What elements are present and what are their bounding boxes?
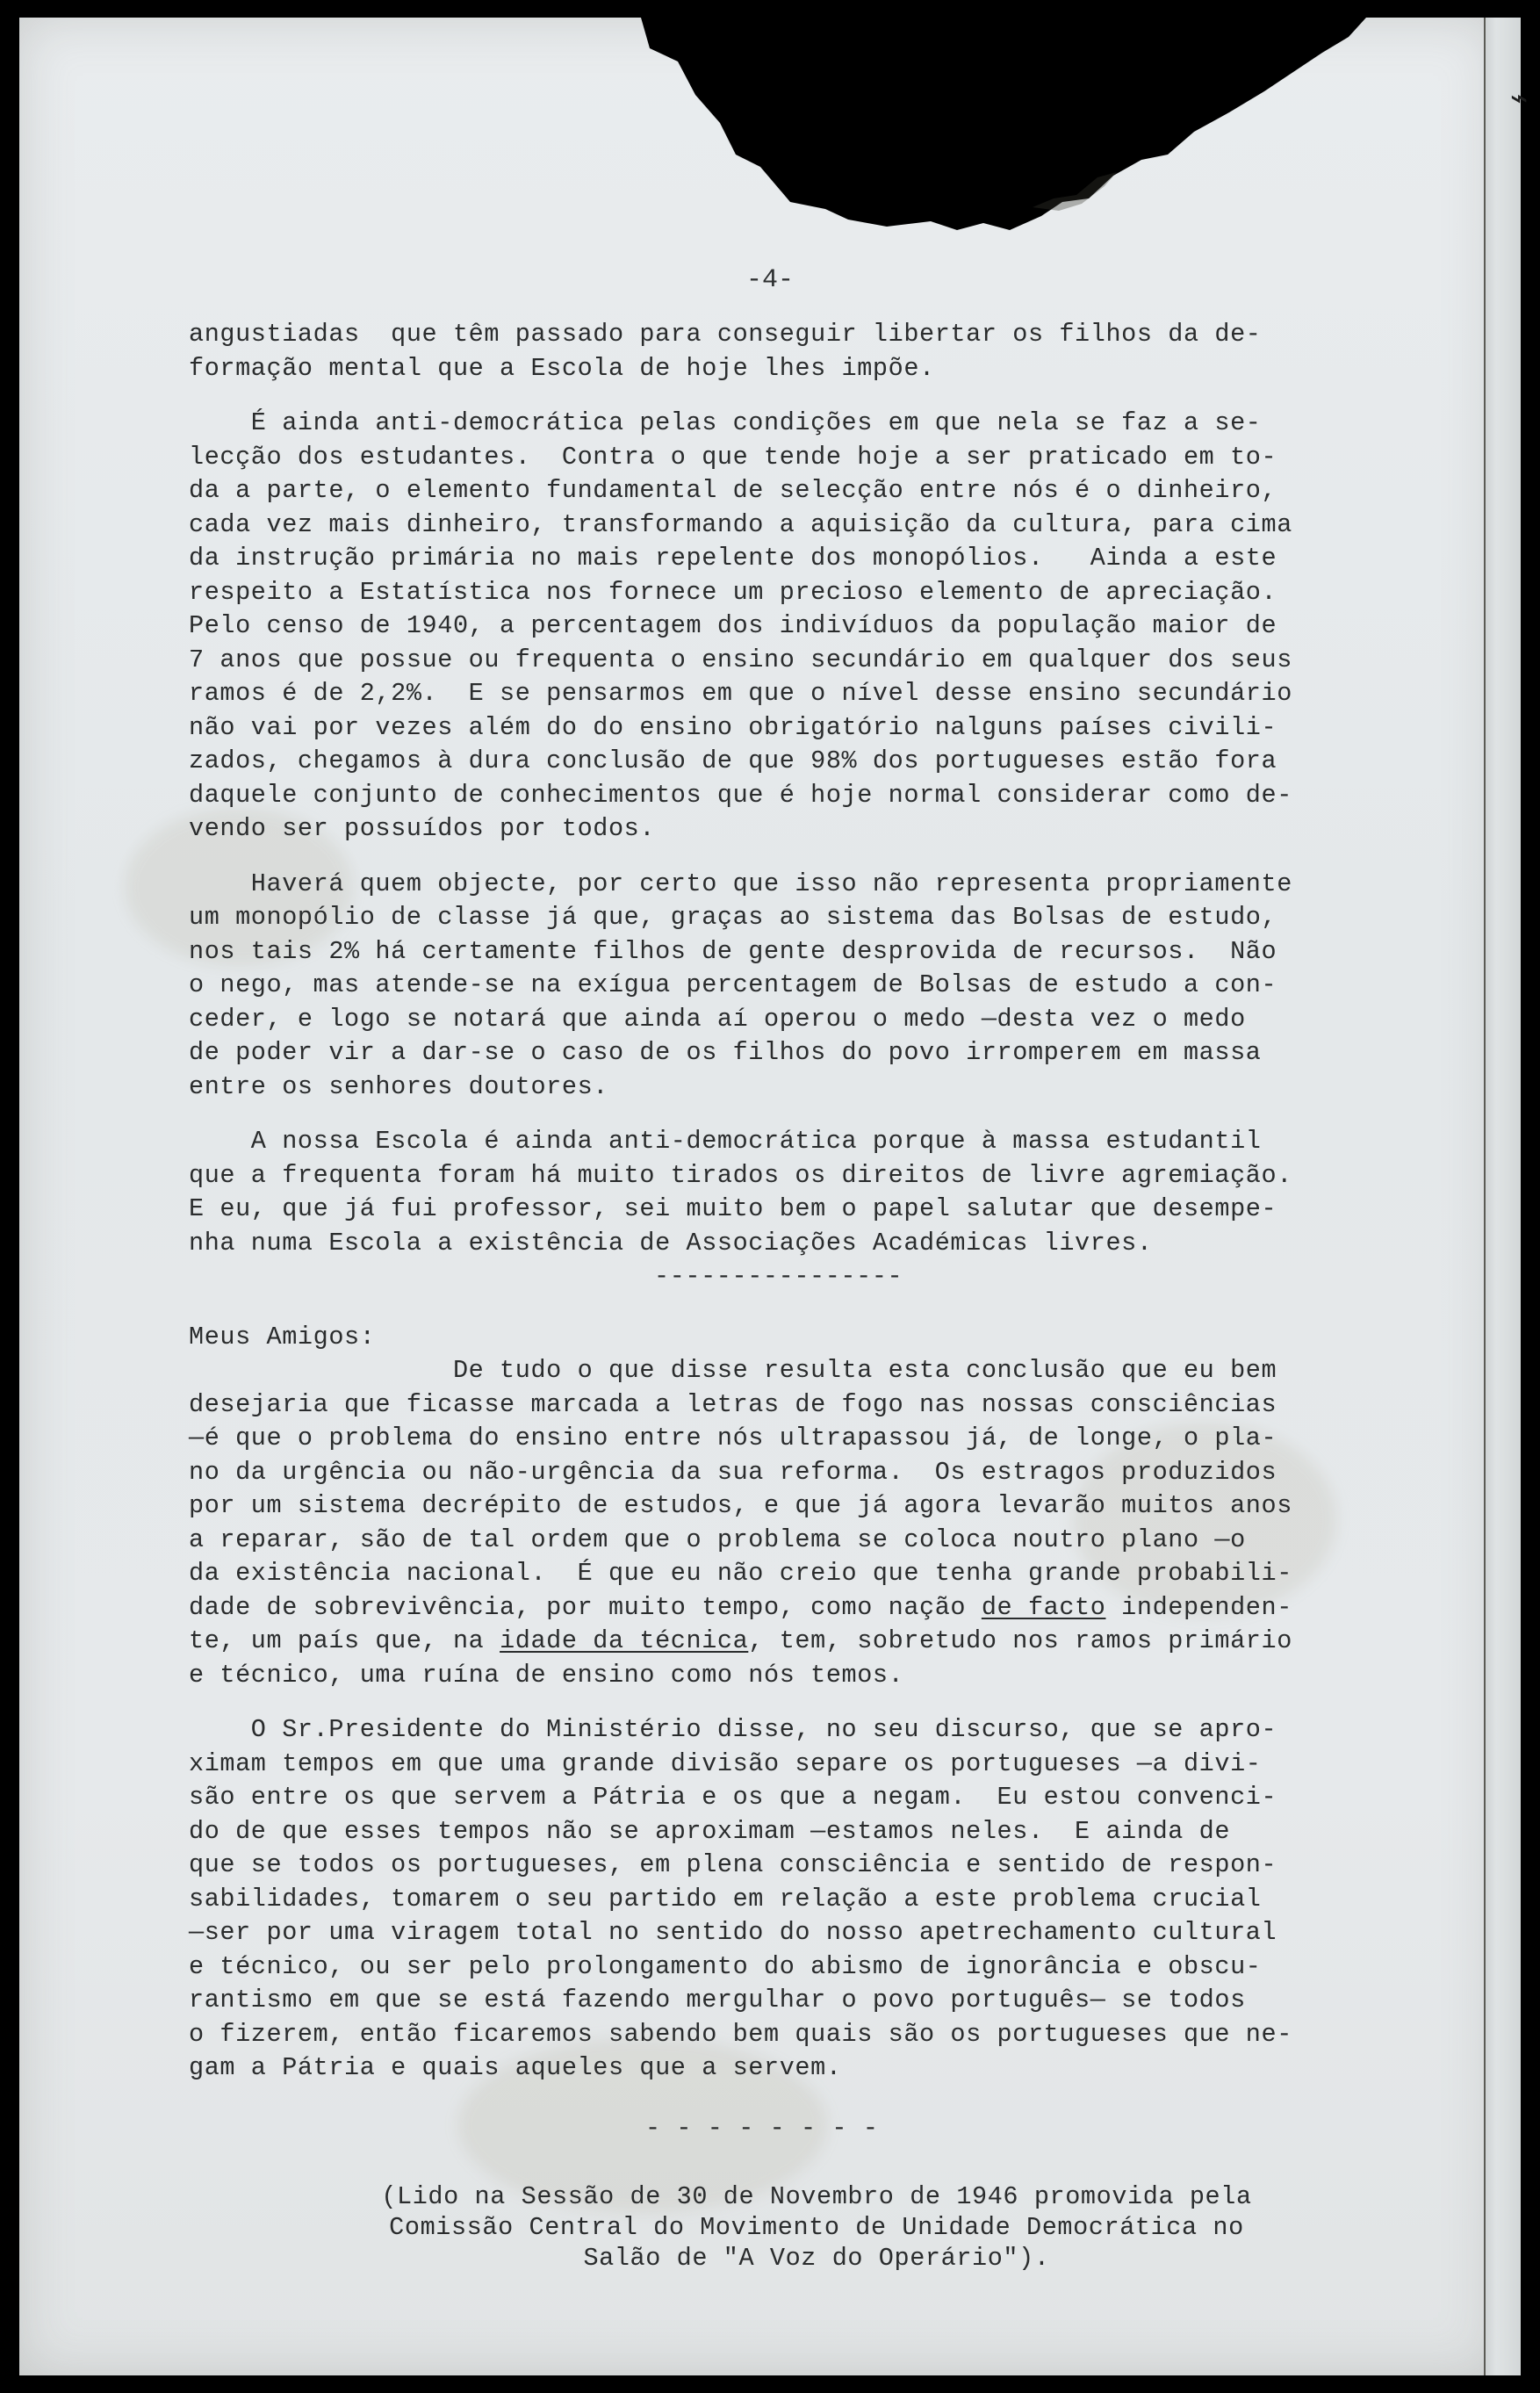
text-line: —é que o problema do ensino entre nós ultrapassou já, de longe, o pla- <box>189 1424 1277 1452</box>
text-line: sabilidades, tomarem o seu partido em relação a este problema crucial <box>189 1884 1262 1914</box>
text-line: da a parte, o elemento fundamental de selecção entre nós é o dinheiro, <box>189 476 1277 505</box>
footer-note <box>189 2180 1444 2273</box>
text-line: Pelo censo de 1940, a percentagem dos indivíduos da população maior de <box>189 611 1277 640</box>
text-line: 7 anos que possue ou frequenta o ensino secundário em qualquer dos seus <box>189 645 1292 674</box>
text-line: o nego, mas atende-se na exígua percentagem de Bolsas de estudo a con- <box>189 970 1277 999</box>
text-line: De tudo o que disse resulta esta conclusão que eu bem <box>189 1356 1277 1385</box>
text-segment: dade de sobrevivência, por muito tempo, como nação <box>189 1592 982 1622</box>
document-body <box>189 318 1453 2273</box>
text-line: que se todos os portugueses, em plena consciência e sentido de respon- <box>189 1850 1277 1879</box>
text-line: ramos é de 2,2%. E se pensarmos em que o nível desse ensino secundário <box>189 679 1292 708</box>
text-line: lecção dos estudantes. Contra o que tende hoje a ser praticado em to- <box>189 442 1277 472</box>
text-line: zados, chegamos à dura conclusão de que 98% dos portugueses estão fora <box>189 746 1277 775</box>
text-line: não vai por vezes além do do ensino obrigatório nalguns países civili- <box>189 712 1277 742</box>
separator-dashes: - - - - - - - - <box>645 2113 879 2143</box>
text-segment: , tem, sobretudo nos ramos primário <box>748 1626 1292 1655</box>
paragraph-3 <box>189 868 1453 1105</box>
text-line: por um sistema decrépito de estudos, e que já agora levarão muitos anos <box>189 1491 1292 1520</box>
text-line: de poder vir a dar-se o caso de os filhos do povo irromperem em massa <box>189 1038 1262 1067</box>
footer-line: Comissão Central do Movimento de Unidade Democrática no <box>389 2213 1244 2242</box>
text-line: no da urgência ou não-urgência da sua reforma. Os estragos produzidos <box>189 1457 1277 1487</box>
corner-mark-icon: ⌁ <box>1510 81 1529 116</box>
text-line: A nossa Escola é ainda anti-democrática porque à massa estudantil <box>189 1127 1262 1156</box>
text-line: vendo ser possuídos por todos. <box>189 814 656 843</box>
text-segment: independen- <box>1105 1592 1292 1622</box>
text-line: entre os senhores doutores. <box>189 1071 608 1101</box>
text-line: nha numa Escola a existência de Associações Académicas livres. <box>189 1228 1153 1258</box>
text-line: respeito a Estatística nos fornece um precioso elemento de apreciação. <box>189 577 1277 607</box>
text-line: que a frequenta foram há muito tirados os direitos de livre agremiação. <box>189 1160 1292 1190</box>
text-line: ceder, e logo se notará que ainda aí operou o medo —desta vez o medo <box>189 1004 1246 1034</box>
text-line: a reparar, são de tal ordem que o problema se coloca noutro plano —o <box>189 1524 1246 1554</box>
text-line: do de que esses tempos não se aproximam —estamos neles. E ainda de <box>189 1816 1231 1846</box>
paragraph-2 <box>189 407 1453 847</box>
text-line: rantismo em que se está fazendo mergulhar o povo português— se todos <box>189 1986 1246 2015</box>
text-line: cada vez mais dinheiro, transformando a aquisição da cultura, para cima <box>189 509 1292 539</box>
text-line: O Sr.Presidente do Ministério disse, no seu discurso, que se apro- <box>189 1715 1277 1744</box>
separator-line: ---------------- <box>654 1262 903 1291</box>
page-number: -4- <box>745 265 794 295</box>
text-line: E eu, que já fui professor, sei muito bem o papel salutar que desempe- <box>189 1194 1277 1223</box>
torn-corner <box>0 0 1540 369</box>
salutation: Meus Amigos: <box>189 1322 376 1351</box>
text-line: —ser por uma viragem total no sentido do nosso apetrechamento cultural <box>189 1918 1277 1947</box>
paragraph-5 <box>189 1354 1453 1692</box>
text-line: formação mental que a Escola de hoje lhes impõe. <box>189 353 935 383</box>
text-line: da instrução primária no mais repelente dos monopólios. Ainda a este <box>189 544 1277 573</box>
text-line: são entre os que servem a Pátria e os que a negam. Eu estou convenci- <box>189 1783 1277 1812</box>
paragraph-6 <box>189 1713 1453 2086</box>
text-line: Haverá quem objecte, por certo que isso não representa propriamente <box>189 869 1292 898</box>
paragraph-1 <box>189 318 1453 386</box>
text-line: um monopólio de classe já que, graças ao sistema das Bolsas de estudo, <box>189 903 1277 932</box>
text-line: angustiadas que têm passado para conseguir libertar os filhos da de- <box>189 320 1262 349</box>
text-line: É ainda anti-democrática pelas condições em que nela se faz a se- <box>189 408 1262 437</box>
footer-line: (Lido na Sessão de 30 de Novembro de 1946 promovida pela <box>381 2182 1252 2211</box>
text-line: gam a Pátria e quais aqueles que a servem. <box>189 2053 842 2082</box>
text-line: e técnico, ou ser pelo prolongamento do abismo de ignorância e obscu- <box>189 1951 1262 1981</box>
text-line <box>189 1591 1453 1625</box>
paragraph-4 <box>189 1125 1453 1260</box>
text-line: daquele conjunto de conhecimentos que é hoje normal considerar como de- <box>189 780 1292 810</box>
text-line: ximam tempos em que uma grande divisão separe os portugueses —a divi- <box>189 1748 1262 1778</box>
text-line <box>189 1625 1453 1659</box>
text-line: desejaria que ficasse marcada a letras de fogo nas nossas consciências <box>189 1389 1277 1419</box>
text-line: nos tais 2% há certamente filhos de gente desprovida de recursos. Não <box>189 936 1277 966</box>
text-line: da existência nacional. É que eu não creio que tenha grande probabili- <box>189 1559 1292 1588</box>
adjacent-page-edge <box>1484 18 1521 2375</box>
underlined-phrase: de facto <box>981 1592 1106 1622</box>
text-line: e técnico, uma ruína de ensino como nós temos. <box>189 1660 904 1690</box>
text-line: o fizerem, então ficaremos sabendo bem quais são os portugueses que ne- <box>189 2019 1292 2049</box>
underlined-phrase: idade da técnica <box>500 1626 749 1655</box>
text-segment: te, um país que, na <box>189 1626 500 1655</box>
footer-line: Salão de "A Voz do Operário"). <box>583 2244 1050 2273</box>
